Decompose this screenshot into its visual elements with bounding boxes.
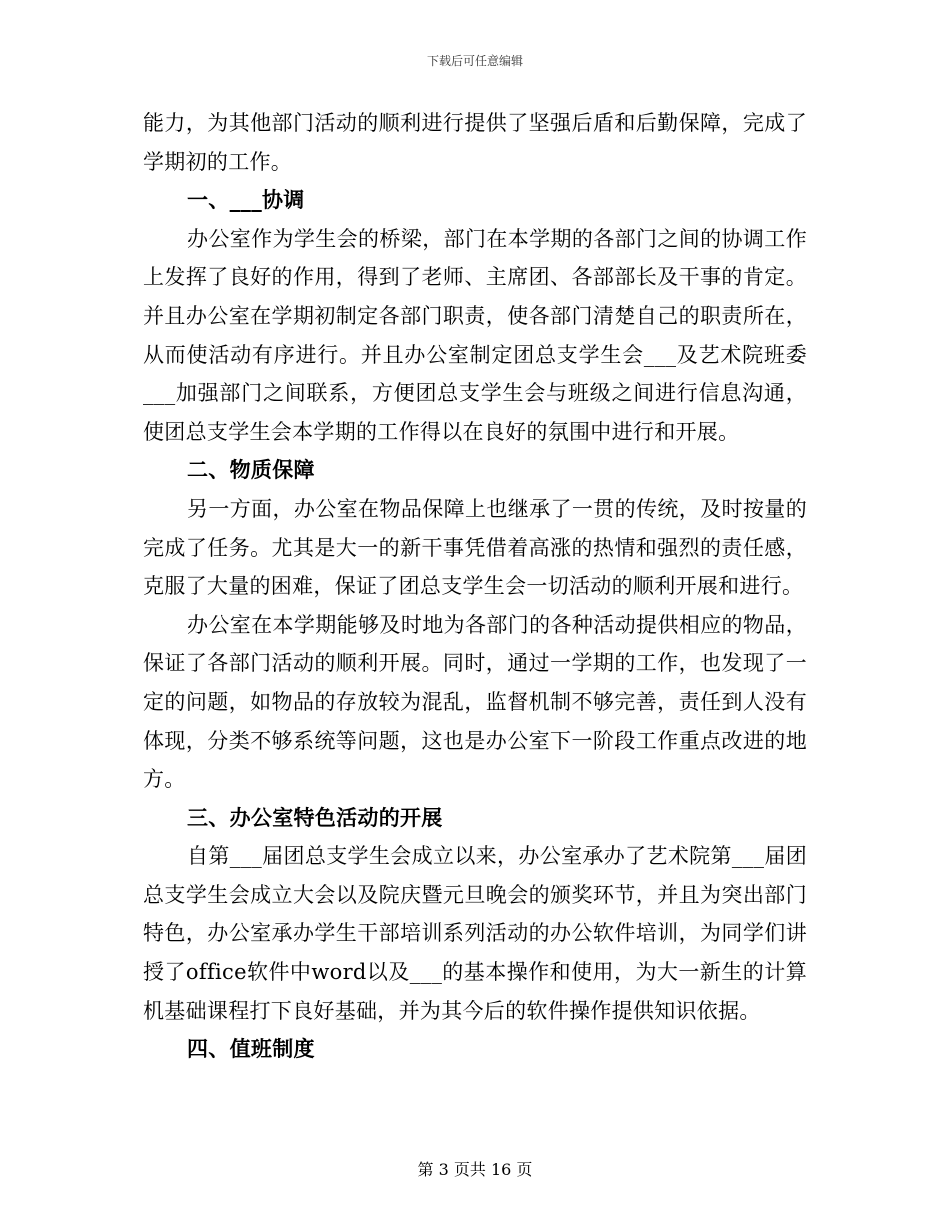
paragraph-material-support-1: 另一方面，办公室在物品保障上也继承了一贯的传统，及时按量的完成了任务。尤其是大一的新干事凭借着高涨的热情和强烈的责任感，克服了大量的困难，保证了团总支学生会一切活动的顺利开展和进行。 <box>143 496 807 599</box>
page-footer: 第 3 页共 16 页 <box>417 1160 533 1179</box>
page-header: 下载后可任意编辑 <box>426 54 523 68</box>
section-heading-coordination: 一、___协调 <box>187 188 305 213</box>
paragraph-special-activities: 自第___届团总支学生会成立以来，办公室承办了艺术院第___届团总支学生会成立大会以及院庆暨元旦晚会的颁奖环节，并且为突出部门特色，办公室承办学生干部培训系列活动的办公软件培训，为同学们讲授了office软件中word以及___的基本操作和使用，为大一新生的计算机基础课程打下良好基础，并为其今后的软件操作提供知识依据。 <box>143 844 807 1023</box>
document-body <box>143 104 807 1069</box>
paragraph-material-support-2: 办公室在本学期能够及时地为各部门的各种活动提供相应的物品，保证了各部门活动的顺利开展。同时，通过一学期的工作，也发现了一定的问题，如物品的存放较为混乱，监督机制不够完善，责任到人没有体现，分类不够系统等问题，这也是办公室下一阶段工作重点改进的地方。 <box>143 612 807 792</box>
paragraph-continued: 能力，为其他部门活动的顺利进行提供了坚强后盾和后勤保障，完成了学期初的工作。 <box>143 111 807 174</box>
section-heading-material-support: 二、物质保障 <box>187 458 315 483</box>
section-heading-special-activities: 三、办公室特色活动的开展 <box>187 805 443 830</box>
paragraph-coordination: 办公室作为学生会的桥梁，部门在本学期的各部门之间的协调工作上发挥了良好的作用，得到了老师、主席团、各部部长及干事的肯定。并且办公室在学期初制定各部门职责，使各部门清楚自己的职责所在，从而使活动有序进行。并且办公室制定团总支学生会___及艺术院班委___加强部门之间联系，方便团总支学生会与班级之间进行信息沟通，使团总支学生会本学期的工作得以在良好的氛围中进行和开展。 <box>143 226 807 444</box>
section-heading-duty-system: 四、值班制度 <box>187 1037 315 1062</box>
